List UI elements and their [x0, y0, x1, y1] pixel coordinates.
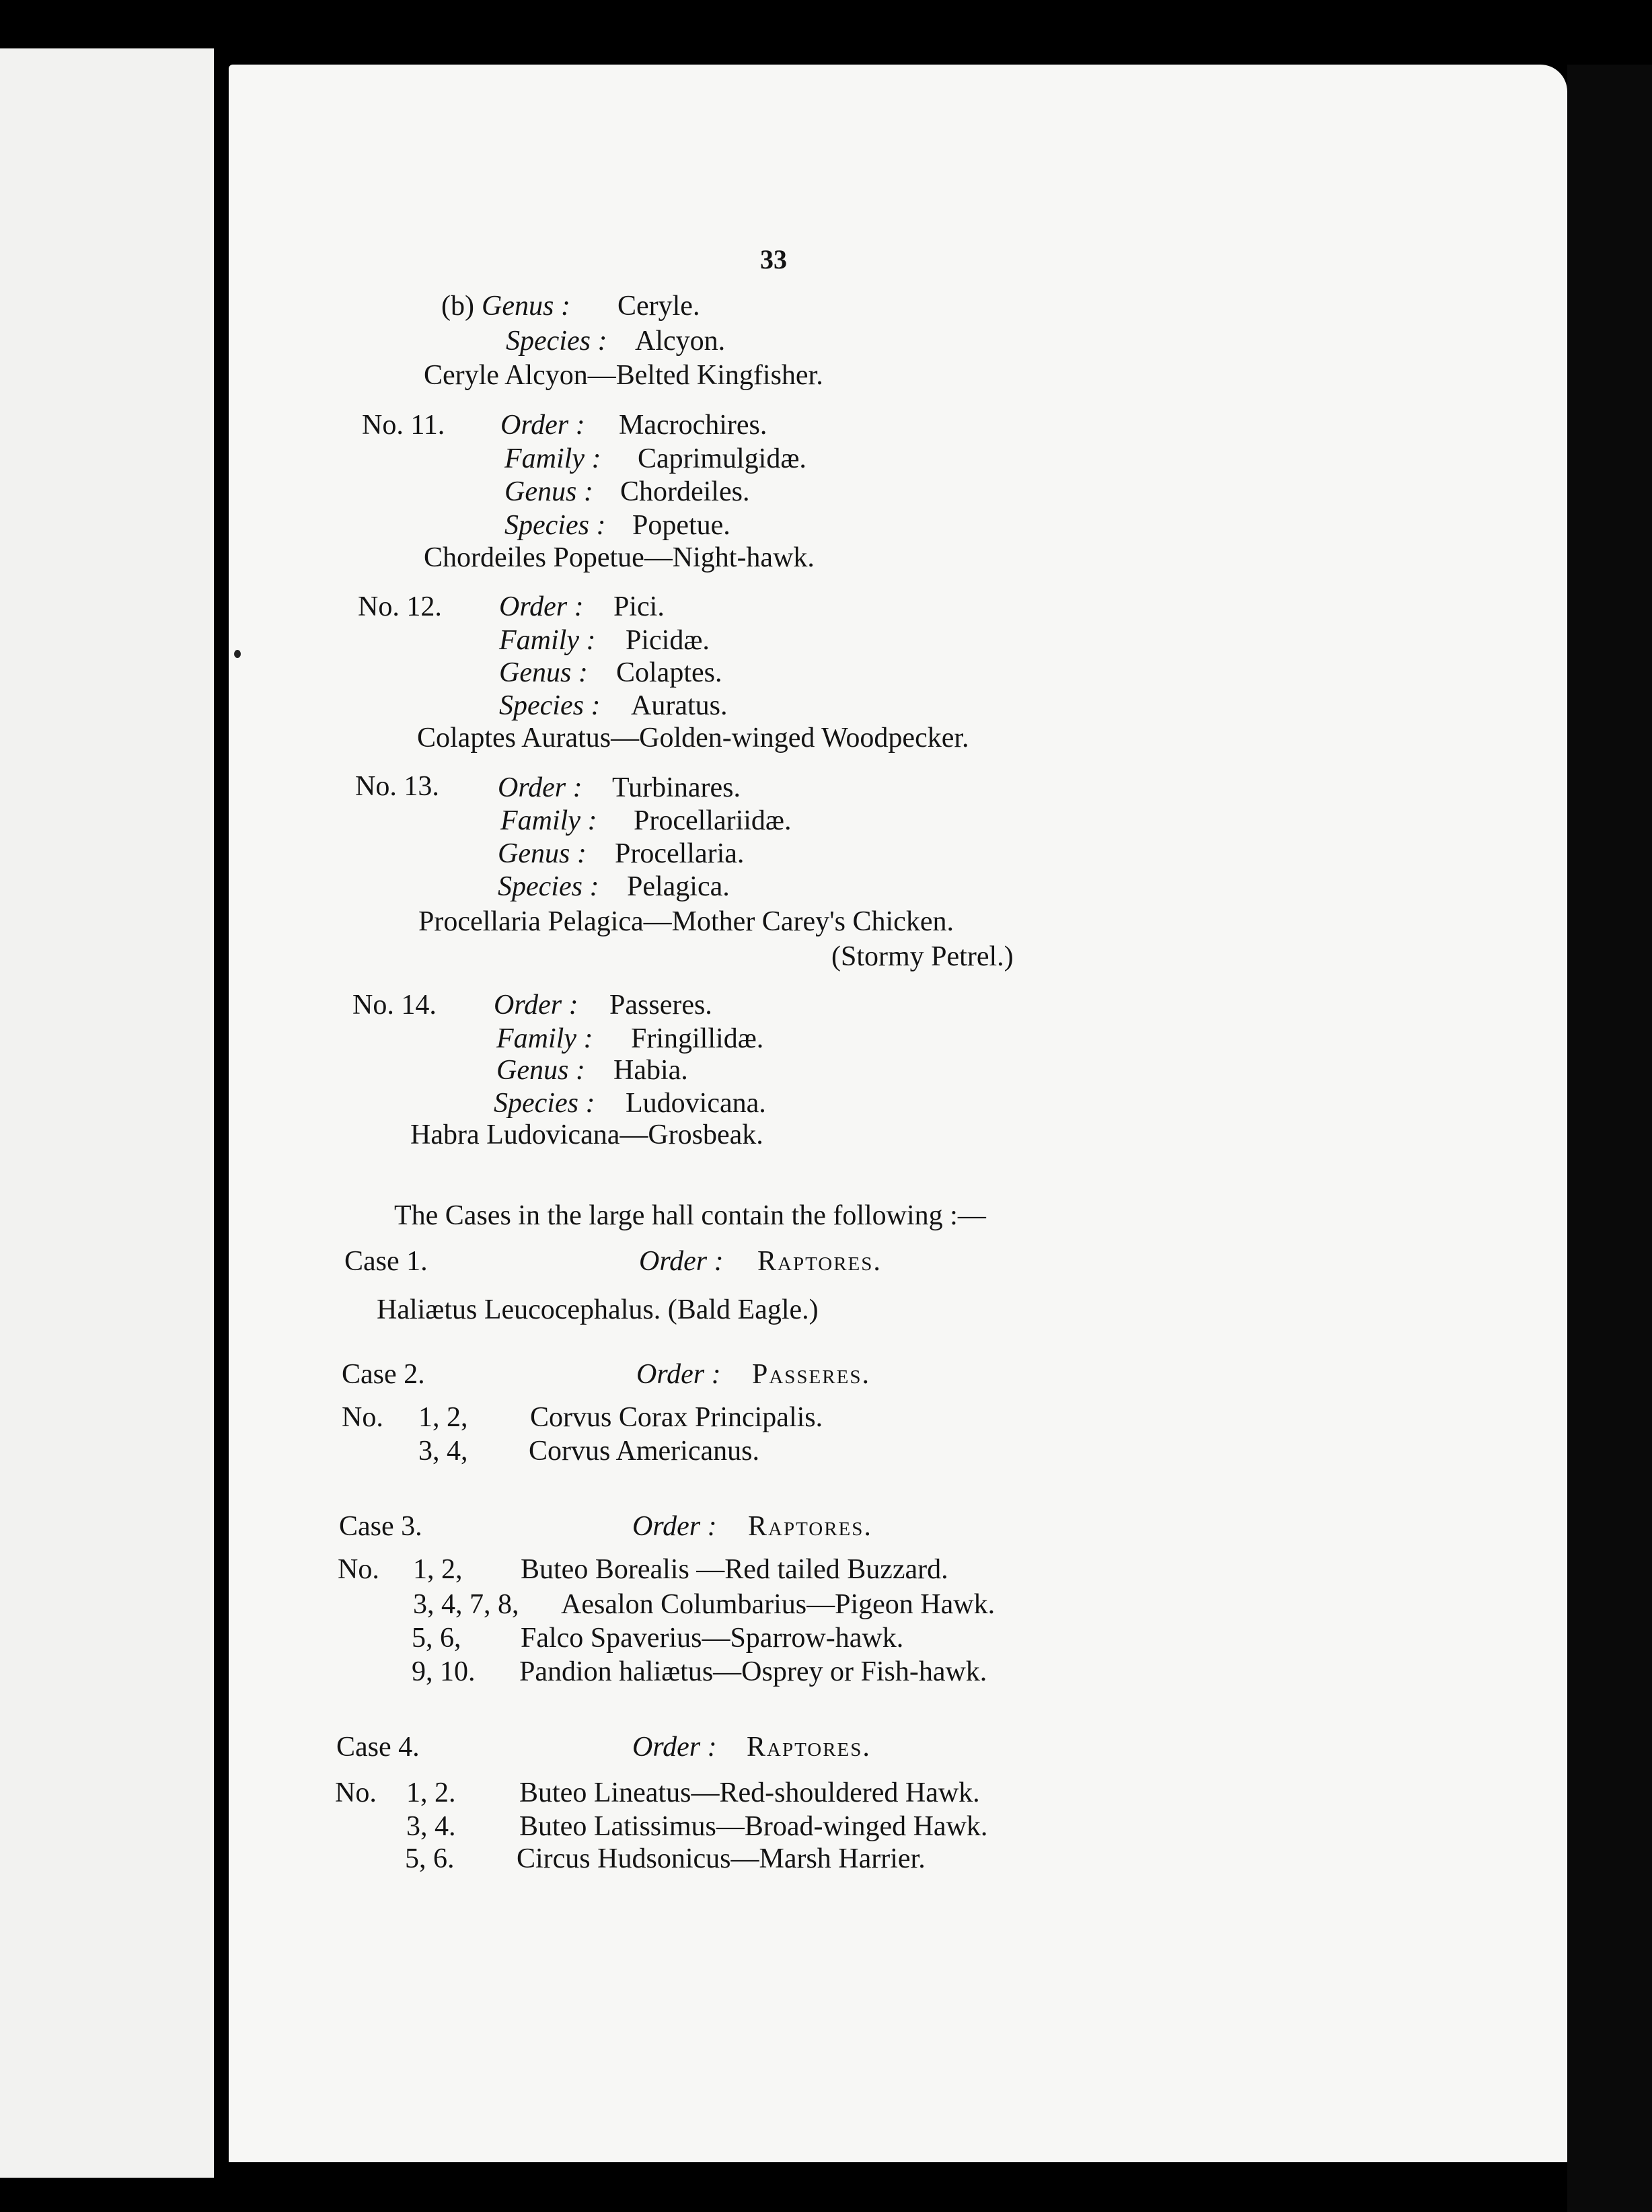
- order-value: Raptores.: [757, 1246, 882, 1277]
- case-label: Case 4.: [336, 1732, 420, 1763]
- family-value: Procellariidæ.: [634, 805, 792, 836]
- species-label: Species :: [494, 1088, 595, 1119]
- family-label: Family :: [499, 625, 596, 656]
- case-label: Case 2.: [342, 1359, 425, 1390]
- family-label: Family :: [504, 443, 601, 474]
- order-label: Order :: [639, 1246, 724, 1277]
- ink-speck: [234, 650, 241, 658]
- genus-value: Procellaria.: [615, 838, 745, 869]
- entry-number: No. 14.: [352, 990, 437, 1021]
- family-value: Picidæ.: [626, 625, 710, 656]
- genus-label: Genus :: [482, 291, 570, 322]
- common-name: Habra Ludovicana—Grosbeak.: [410, 1119, 763, 1150]
- genus-value: Colaptes.: [616, 657, 722, 688]
- order-label: Order :: [632, 1732, 717, 1763]
- entry-number: No. 13.: [355, 771, 439, 802]
- specimen-name: Circus Hudsonicus—Marsh Harrier.: [517, 1843, 926, 1874]
- common-name: Ceryle Alcyon—Belted Kingfisher.: [424, 360, 823, 391]
- specimen-name: Corvus Americanus.: [529, 1436, 759, 1467]
- scan-background: [1567, 65, 1652, 2212]
- genus-label: Genus :: [498, 838, 587, 869]
- common-name-alt: (Stormy Petrel.): [831, 941, 1014, 972]
- section-marker: (b): [441, 291, 474, 322]
- order-value: Passeres.: [609, 990, 712, 1021]
- specimen-name: Corvus Corax Principalis.: [530, 1402, 823, 1433]
- common-name: Colaptes Auratus—Golden-winged Woodpecker.: [417, 723, 969, 753]
- specimen-name: Buteo Latissimus—Broad-winged Hawk.: [519, 1811, 988, 1842]
- common-name: Procellaria Pelagica—Mother Carey's Chicken.: [418, 906, 954, 937]
- species-value: Popetue.: [632, 510, 730, 541]
- case-label: Case 1.: [344, 1246, 428, 1277]
- order-label: Order :: [499, 591, 584, 622]
- species-value: Auratus.: [631, 690, 728, 721]
- specimen-name: Falco Spaverius—Sparrow-hawk.: [521, 1623, 904, 1654]
- genus-label: Genus :: [496, 1055, 585, 1086]
- species-value: Ludovicana.: [626, 1088, 766, 1119]
- order-label: Order :: [632, 1511, 717, 1542]
- order-value: Passeres.: [752, 1359, 870, 1390]
- genus-value: Habia.: [613, 1055, 688, 1086]
- genus-label: Genus :: [504, 476, 593, 507]
- specimen-numbers: 1, 2,: [413, 1554, 463, 1585]
- specimen-name: Pandion haliætus—Osprey or Fish-hawk.: [519, 1656, 987, 1687]
- left-page-edge: [0, 48, 214, 2178]
- specimen-numbers: 3, 4.: [406, 1811, 456, 1842]
- specimen-numbers: 1, 2.: [406, 1777, 456, 1808]
- specimen-numbers: 3, 4, 7, 8,: [413, 1589, 519, 1620]
- species-label: Species :: [504, 510, 606, 541]
- number-prefix: No.: [342, 1402, 383, 1433]
- number-prefix: No.: [338, 1554, 379, 1585]
- specimen-name: Buteo Borealis —Red tailed Buzzard.: [521, 1554, 948, 1585]
- page-number: 33: [760, 244, 787, 274]
- species-label: Species :: [498, 871, 599, 902]
- order-label: Order :: [498, 772, 583, 803]
- genus-value: Ceryle.: [617, 291, 700, 322]
- family-value: Fringillidæ.: [631, 1023, 764, 1054]
- order-value: Raptores.: [748, 1511, 872, 1542]
- order-value: Pici.: [613, 591, 665, 622]
- family-value: Caprimulgidæ.: [638, 443, 806, 474]
- book-gutter: [214, 0, 229, 2212]
- species-value: Pelagica.: [627, 871, 730, 902]
- species-label: Species :: [499, 690, 601, 721]
- number-prefix: No.: [335, 1777, 377, 1808]
- order-value: Raptores.: [747, 1732, 871, 1763]
- specimen-name: Aesalon Columbarius—Pigeon Hawk.: [561, 1589, 996, 1620]
- specimen-numbers: 3, 4,: [418, 1436, 468, 1467]
- intro-text: The Cases in the large hall contain the following :—: [394, 1200, 986, 1231]
- document-page: [229, 65, 1567, 2162]
- specimen-numbers: 1, 2,: [418, 1402, 468, 1433]
- entry-number: No. 11.: [362, 410, 445, 441]
- specimen-numbers: 5, 6,: [412, 1623, 461, 1654]
- specimen-numbers: 9, 10.: [412, 1656, 476, 1687]
- genus-label: Genus :: [499, 657, 588, 688]
- specimen-name: Haliætus Leucocephalus. (Bald Eagle.): [377, 1294, 819, 1325]
- specimen-numbers: 5, 6.: [405, 1843, 455, 1874]
- specimen-name: Buteo Lineatus—Red-shouldered Hawk.: [519, 1777, 980, 1808]
- species-value: Alcyon.: [635, 326, 726, 357]
- family-label: Family :: [500, 805, 597, 836]
- order-value: Turbinares.: [612, 772, 741, 803]
- entry-number: No. 12.: [358, 591, 442, 622]
- family-label: Family :: [496, 1023, 593, 1054]
- species-label: Species :: [506, 326, 607, 357]
- common-name: Chordeiles Popetue—Night-hawk.: [424, 542, 815, 573]
- order-label: Order :: [636, 1359, 721, 1390]
- genus-value: Chordeiles.: [620, 476, 750, 507]
- order-label: Order :: [500, 410, 585, 441]
- case-label: Case 3.: [339, 1511, 422, 1542]
- order-label: Order :: [494, 990, 578, 1021]
- order-value: Macrochires.: [619, 410, 767, 441]
